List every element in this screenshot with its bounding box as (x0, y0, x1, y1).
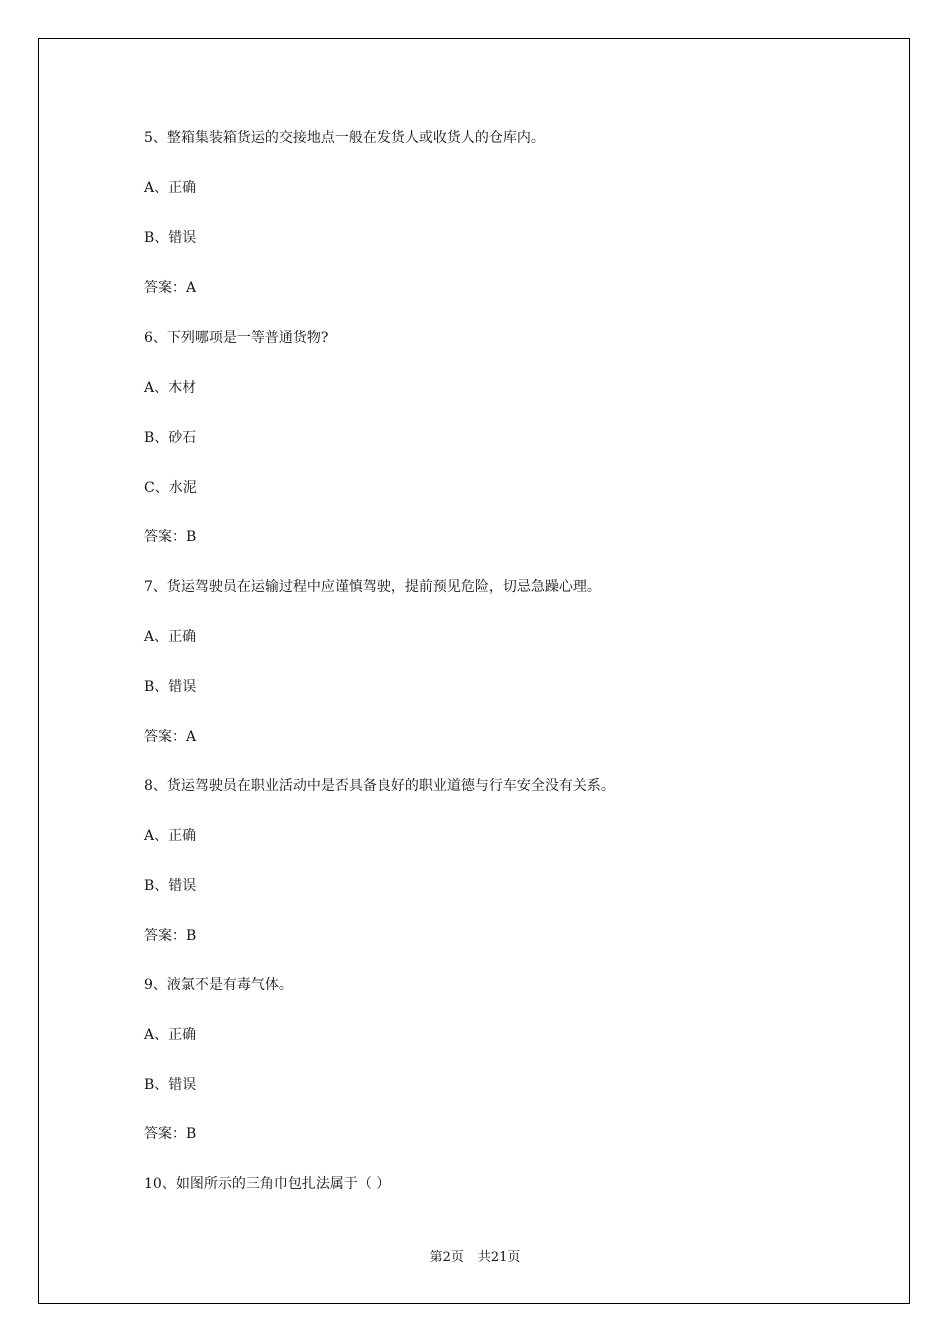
option-b: B、砂石 (144, 430, 197, 446)
option-a: A、木材 (144, 380, 197, 396)
option-a: A、正确 (144, 180, 197, 196)
option-a: A、正确 (144, 629, 197, 645)
option-a: A、正确 (144, 828, 197, 844)
page-footer (0, 1246, 950, 1265)
page-number: 第2页 (429, 1250, 464, 1265)
answer: 答案：B (144, 1126, 197, 1142)
option-b: B、错误 (144, 230, 197, 246)
option-b: B、错误 (144, 679, 197, 695)
question-10: 10、如图所示的三角巾包扎法属于（ ） (144, 1176, 391, 1192)
question-5: 5、整箱集装箱货运的交接地点一般在发货人或收货人的仓库内。 (144, 130, 545, 146)
answer: 答案：A (144, 280, 197, 296)
question-8: 8、货运驾驶员在职业活动中是否具备良好的职业道德与行车安全没有关系。 (144, 778, 615, 794)
question-6: 6、下列哪项是一等普通货物? (144, 330, 329, 346)
page-total: 共21页 (477, 1250, 521, 1265)
answer: 答案：B (144, 928, 197, 944)
question-9: 9、液氯不是有毒气体。 (144, 977, 293, 993)
option-a: A、正确 (144, 1027, 197, 1043)
option-b: B、错误 (144, 878, 197, 894)
option-c: C、水泥 (144, 480, 197, 496)
option-b: B、错误 (144, 1077, 197, 1093)
answer: 答案：B (144, 529, 197, 545)
answer: 答案：A (144, 729, 197, 745)
question-7: 7、货运驾驶员在运输过程中应谨慎驾驶，提前预见危险，切忌急躁心理。 (144, 579, 601, 595)
